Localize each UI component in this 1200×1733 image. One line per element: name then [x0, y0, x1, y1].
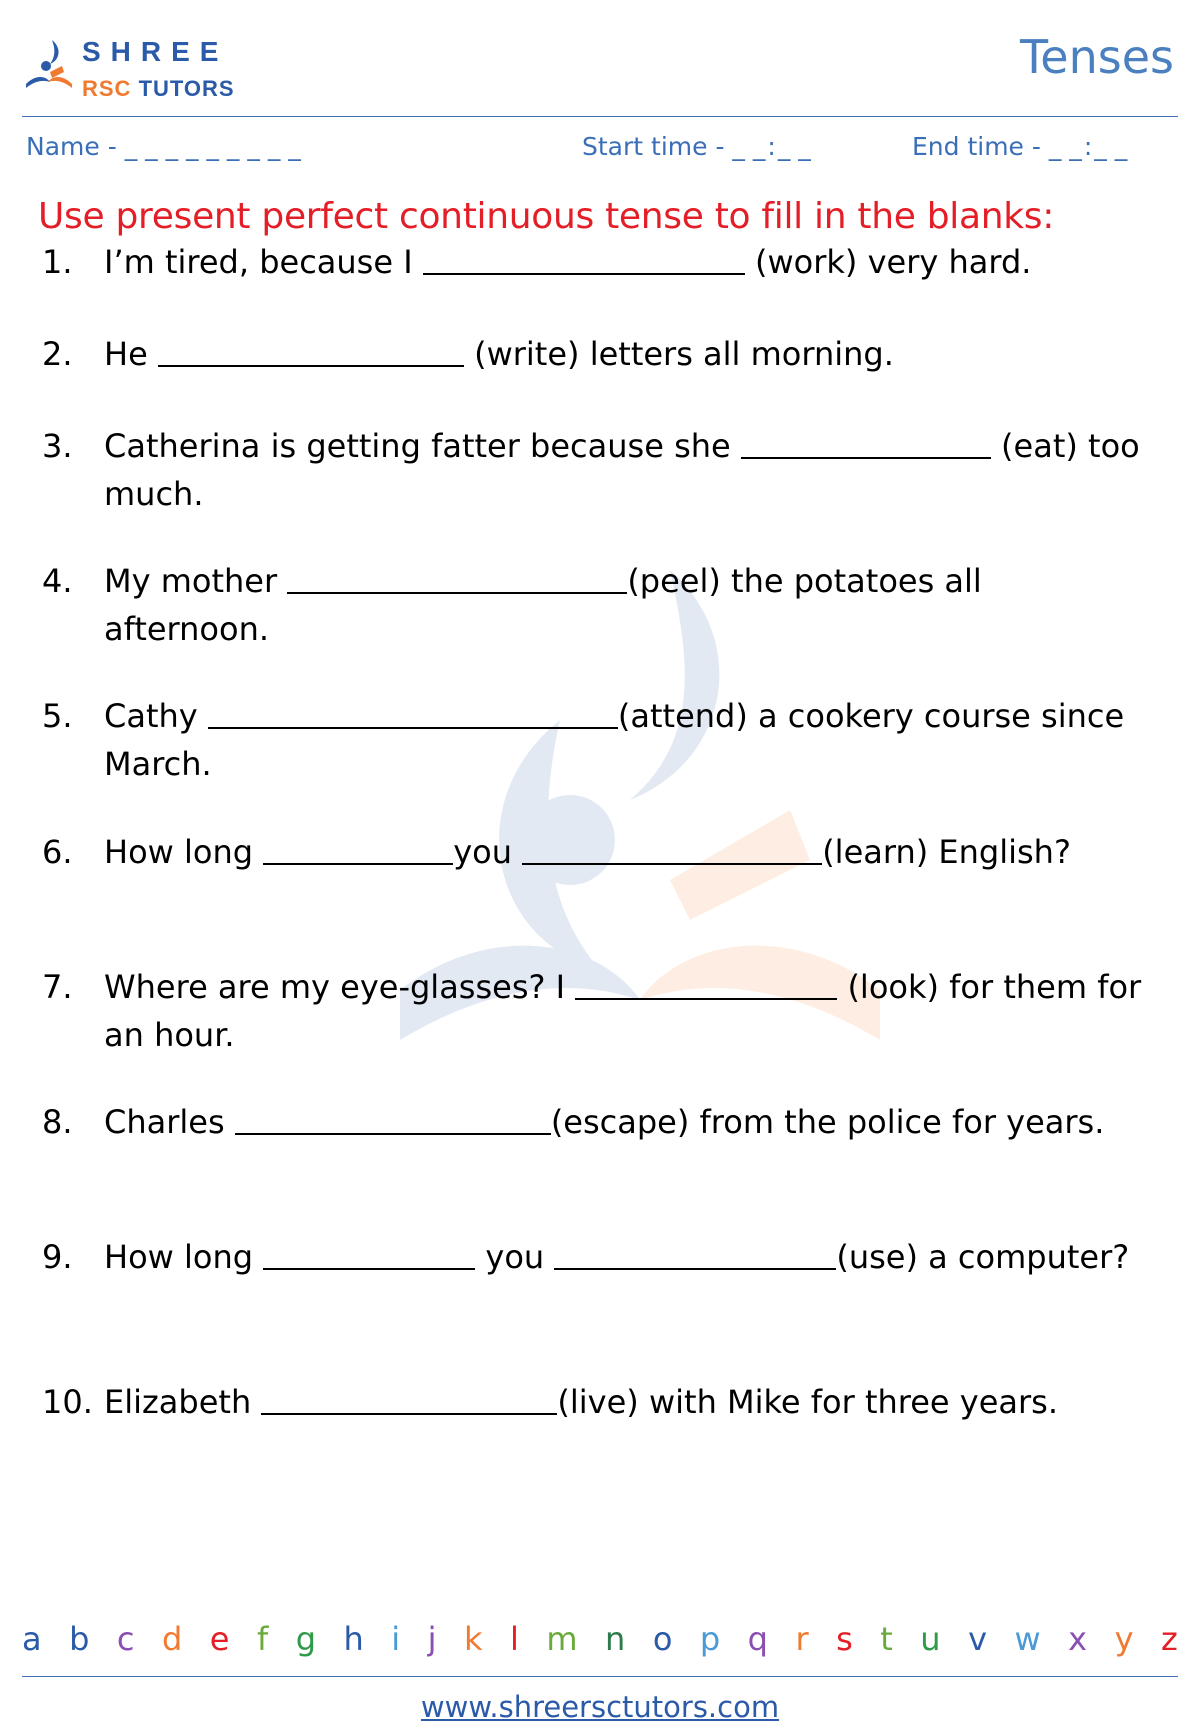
answer-blank[interactable]	[263, 1238, 475, 1270]
end-time-colon: :	[1083, 132, 1093, 161]
question-text-before: Where are my eye-glasses? I	[104, 968, 566, 1006]
question-text-after: (use) a computer?	[836, 1238, 1130, 1276]
alphabet-letter: w	[1014, 1620, 1041, 1658]
answer-blank[interactable]	[554, 1238, 836, 1270]
alphabet-letter: r	[795, 1620, 809, 1658]
answer-blank[interactable]	[741, 427, 991, 459]
alphabet-letter: q	[747, 1620, 768, 1658]
question-number: 10.	[42, 1383, 93, 1421]
start-time-label: Start time -	[582, 132, 725, 161]
question-text-after: (write) letters all morning.	[463, 335, 894, 373]
question-text-before: Cathy	[104, 697, 198, 735]
name-field[interactable]	[26, 132, 301, 161]
question-text-before: Elizabeth	[104, 1383, 252, 1421]
question-text	[104, 963, 1154, 1059]
question-text-after: (live) with Mike for three years.	[557, 1383, 1058, 1421]
name-blank: _ _ _ _ _ _ _ _ _	[124, 132, 301, 161]
question-text-after: (work) very hard.	[744, 243, 1032, 281]
question-text-before: Charles	[104, 1103, 225, 1141]
alphabet-letter: s	[836, 1620, 853, 1658]
question-number: 9.	[42, 1238, 73, 1276]
alphabet-letter: l	[510, 1620, 519, 1658]
end-time-label: End time -	[912, 132, 1041, 161]
question-text	[104, 422, 1154, 518]
page-title: Tenses	[1020, 30, 1174, 84]
question-text-after: (look) for them for an hour.	[104, 968, 1142, 1054]
end-time-hours: _ _	[1048, 132, 1082, 161]
alphabet-letter: a	[22, 1620, 42, 1658]
alphabet-letter: t	[880, 1620, 893, 1658]
alphabet-letter: o	[652, 1620, 673, 1658]
instruction-heading: Use present perfect continuous tense to fill in the blanks:	[38, 196, 1055, 237]
answer-blank[interactable]	[287, 562, 627, 594]
alphabet-letter: k	[464, 1620, 483, 1658]
alphabet-letter: p	[699, 1620, 721, 1658]
alphabet-letter: v	[968, 1620, 987, 1658]
alphabet-letter: i	[391, 1620, 401, 1658]
footer-divider	[22, 1676, 1178, 1677]
question-text	[104, 330, 1154, 378]
question-text-middle: you	[453, 833, 513, 871]
answer-blank[interactable]	[235, 1103, 551, 1135]
question-text-before: Catherina is getting fatter because she	[104, 427, 731, 465]
name-label: Name -	[26, 132, 117, 161]
alphabet-letter: z	[1160, 1620, 1178, 1658]
logo-brand-bottom	[82, 76, 235, 102]
question-text-before: I’m tired, because I	[104, 243, 413, 281]
alphabet-letter: h	[343, 1620, 364, 1658]
start-time-field[interactable]	[582, 132, 811, 161]
answer-blank[interactable]	[208, 697, 618, 729]
alphabet-letter: d	[161, 1620, 183, 1658]
question-text-after: (learn) English?	[822, 833, 1071, 871]
question-text-after: (eat) too much.	[104, 427, 1140, 513]
logo-icon	[22, 36, 74, 96]
logo-brand-top: SHREE	[82, 36, 229, 67]
alphabet-letter: n	[605, 1620, 626, 1658]
question-text	[104, 238, 1154, 286]
alphabet-letter: m	[546, 1620, 578, 1658]
answer-blank[interactable]	[263, 833, 453, 865]
question-number: 4.	[42, 562, 73, 600]
question-text-middle: you	[475, 1238, 545, 1276]
alphabet-letter: u	[920, 1620, 941, 1658]
question-number: 7.	[42, 968, 73, 1006]
answer-blank[interactable]	[423, 243, 745, 275]
question-text	[104, 1098, 1154, 1146]
logo	[22, 36, 262, 116]
alphabet-strip	[22, 1620, 1178, 1658]
question-text-after: (escape) from the police for years.	[550, 1103, 1105, 1141]
question-number: 2.	[42, 335, 73, 373]
question-text-before: How long	[104, 1238, 254, 1276]
question-text-after: (peel) the potatoes all afternoon.	[104, 562, 982, 648]
question-number: 3.	[42, 427, 73, 465]
question-text-after: (attend) a cookery course since March.	[104, 697, 1125, 783]
start-time-minutes: _ _	[777, 132, 811, 161]
alphabet-letter: e	[209, 1620, 230, 1658]
alphabet-letter: b	[69, 1620, 90, 1658]
footer-website-link[interactable]: www.shreersctutors.com	[420, 1690, 780, 1724]
question-text-before: My mother	[104, 562, 278, 600]
question-number: 5.	[42, 697, 73, 735]
question-text-before: How long	[104, 833, 254, 871]
question-text	[104, 828, 1154, 876]
answer-blank[interactable]	[261, 1383, 557, 1415]
answer-blank[interactable]	[158, 335, 464, 367]
end-time-minutes: _ _	[1094, 132, 1128, 161]
start-time-hours: _ _	[732, 132, 766, 161]
end-time-field[interactable]	[912, 132, 1127, 161]
alphabet-letter: g	[295, 1620, 316, 1658]
question-number: 6.	[42, 833, 73, 871]
question-text	[104, 557, 1154, 653]
answer-blank[interactable]	[522, 833, 822, 865]
alphabet-letter: y	[1114, 1620, 1134, 1658]
start-time-colon: :	[767, 132, 776, 161]
question-number: 8.	[42, 1103, 73, 1141]
question-text	[104, 1233, 1154, 1281]
question-text	[104, 692, 1154, 788]
logo-brand-rest: TUTORS	[131, 76, 235, 101]
header-divider	[22, 116, 1178, 117]
alphabet-letter: f	[256, 1620, 269, 1658]
question-text	[104, 1378, 1154, 1426]
answer-blank[interactable]	[575, 968, 837, 1000]
alphabet-letter: c	[116, 1620, 135, 1658]
alphabet-letter: j	[427, 1620, 437, 1658]
logo-brand-rsc: RSC	[82, 76, 132, 101]
alphabet-letter: x	[1068, 1620, 1088, 1658]
question-text-before: He	[104, 335, 148, 373]
question-number: 1.	[42, 243, 73, 281]
